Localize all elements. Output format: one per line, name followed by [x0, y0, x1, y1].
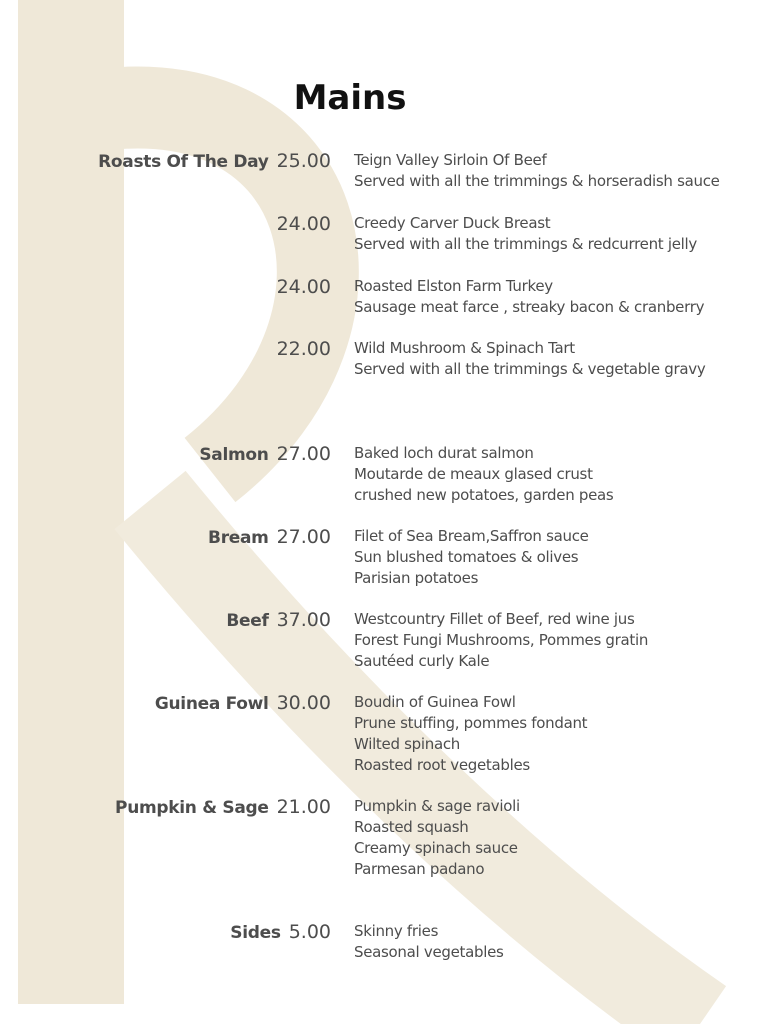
entry-line: crushed new potatoes, garden peas: [354, 486, 614, 504]
entry-line: Forest Fungi Mushrooms, Pommes gratin: [354, 631, 649, 649]
entry-price: 37.00: [276, 609, 331, 631]
entry-price: 5.00: [288, 921, 331, 943]
entry-line: Served with all the trimmings & vegetable gravy: [354, 360, 706, 378]
entry-price: 24.00: [276, 213, 331, 235]
entry-line: Filet of Sea Bream,Saffron sauce: [354, 527, 589, 545]
entry-category: Guinea Fowl: [154, 694, 269, 714]
entry-line: Parisian potatoes: [354, 569, 479, 587]
entry-price: 24.00: [276, 276, 331, 298]
entry-line: Skinny fries: [354, 922, 439, 940]
entry-line: Westcountry Fillet of Beef, red wine jus: [354, 610, 635, 628]
entry-price: 25.00: [276, 150, 331, 172]
entry-line: Served with all the trimmings & horseradish sauce: [354, 172, 720, 190]
entry-line: Sausage meat farce , streaky bacon & cranberry: [354, 298, 705, 316]
entry-line: Parmesan padano: [354, 860, 485, 878]
entry-category: Pumpkin & Sage: [115, 798, 269, 818]
entry-line: Pumpkin & sage ravioli: [354, 797, 520, 815]
entry-line: Roasted squash: [354, 818, 469, 836]
entry-line: Roasted root vegetables: [354, 756, 530, 774]
entry-line: Creamy spinach sauce: [354, 839, 518, 857]
entry-category: Roasts Of The Day: [98, 152, 269, 172]
entry-line: Boudin of Guinea Fowl: [354, 693, 516, 711]
entry-line: Baked loch durat salmon: [354, 444, 534, 462]
entry-price: 30.00: [276, 692, 331, 714]
entry-line: Creedy Carver Duck Breast: [354, 214, 551, 232]
entry-line: Prune stuffing, pommes fondant: [354, 714, 588, 732]
entry-line: Moutarde de meaux glased crust: [354, 465, 593, 483]
entry-category: Salmon: [199, 445, 269, 465]
entry-category: Bream: [208, 528, 269, 548]
entry-price: 21.00: [276, 796, 331, 818]
entry-price: 27.00: [276, 526, 331, 548]
entry-line: Roasted Elston Farm Turkey: [354, 277, 553, 295]
entry-line: Sun blushed tomatoes & olives: [354, 548, 579, 566]
entry-line: Wild Mushroom & Spinach Tart: [354, 339, 575, 357]
entry-line: Sautéed curly Kale: [354, 652, 490, 670]
page-title: Mains: [293, 78, 407, 118]
entry-line: Seasonal vegetables: [354, 943, 504, 961]
entry-line: Served with all the trimmings & redcurrent jelly: [354, 235, 697, 253]
entry-line: Wilted spinach: [354, 735, 460, 753]
entry-price: 27.00: [276, 443, 331, 465]
entry-category: Sides: [230, 923, 281, 943]
entry-category: Beef: [226, 611, 269, 631]
entry-price: 22.00: [276, 338, 331, 360]
entry-line: Teign Valley Sirloin Of Beef: [354, 151, 547, 169]
